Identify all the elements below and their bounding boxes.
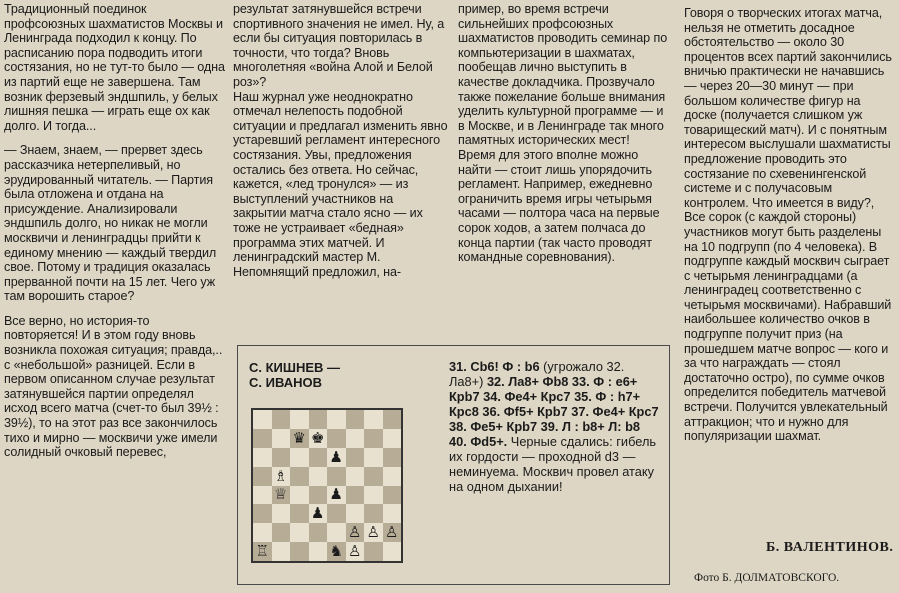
chess-piece-square: ♙ — [366, 523, 380, 542]
board-square — [290, 448, 309, 467]
board-square — [327, 410, 346, 429]
board-square — [383, 410, 402, 429]
board-square — [290, 467, 309, 486]
paragraph: результат затянувшейся встречи спортивного значения не имел. Ну, а если бы ситуация повторилась в точности, что тогда? Вновь многолетняя «война Алой и Белой роз»? — [233, 2, 445, 89]
board-square — [383, 429, 402, 448]
board-square — [309, 448, 328, 467]
paragraph: Наш журнал уже неоднократно отмечал нелепость подобной ситуации и предлагал изменить явно устаревший регламент интересного состязания. Увы, предложения остались без ответа. Но сейчас, кажется, «лед тронулся» — из выступлений участников на закрытии матча стало ясно — их тоже не устраивает «бедная» программа этих матчей. И ленинградский мастер М. Непомнящий предложил, на- — [233, 89, 448, 279]
board-square — [272, 410, 291, 429]
chess-piece-square: ♞ — [327, 542, 346, 561]
chess-diagram-box — [237, 345, 670, 585]
white-player: С. КИШНЕВ — — [249, 360, 341, 375]
board-square — [327, 429, 346, 448]
board-square — [383, 542, 402, 561]
board-square — [253, 429, 272, 448]
paragraph: пример, во время встречи сильнейших профсоюзных шахматистов проводить семинар по компьютеризации в шахматах, пообещав лично выступить в качестве докладчика. Прозвучало также пожелание больше внимания уделить культурной программе — и в Москве, и в Ленинграде так много памятных исторических мест! Время для этого вполне можно найти — стоит лишь упорядочить регламент. Например, ежедневно ограничить время игры четырьмя часами — полтора часа на первые сорок ходов, а затем полчаса до конца партии (так часто проводят командные соревнования). — [458, 2, 668, 265]
board-square — [327, 504, 346, 523]
chess-piece-square: ♙ — [383, 523, 402, 542]
board-square — [383, 504, 402, 523]
board-square — [364, 542, 383, 561]
board-square — [346, 504, 365, 523]
board-square — [253, 410, 272, 429]
paragraph: Говоря о творческих итогах матча, нельзя не отметить досадное обстоятельство — около 30 процентов всех партий закончились вничью практически не начавшись — через 20—30 минут — при большом количестве фигур на доске (получается слишком уж товарищеский матч). И с понятным интересом выслушали шахматисты предложение проводить это состязание по схевенингенской системе и с получасовым контролем. Что имеется в виду?, Все сорок (с каждой стороны) участников могут быть разделены на 10 подгрупп (по 4 человека). В подгруппе каждый москвич сыграет с четырьмя ленинградцами (а ленинградец соответственно с четырьмя москвичами). Набравший наибольшее количество очков в подгруппе получит приз (на прошедшем матче вопрос — кого и за что награждать — стоял достаточно остро), по сумме очков определится победитель матчевой встречи. Получится увлекательный аттракцион; что и нужно для популяризации шахмат. — [684, 6, 892, 444]
paragraph: — Знаем, знаем, — прервет здесь рассказчика нетерпеливый, но эрудированный читатель. — Партия была отложена и отдана на присуждение. Анализировали эндшпиль долго, но никак не могли москвичи и ленинградцы прийти к единому мнению — каждый твердил свое. Потому и традиция оказалась прерванной почти на 15 лет. Чего уж там ворошить старое? — [4, 143, 217, 304]
chess-piece-square: ♙ — [346, 523, 365, 542]
chess-piece-square: ♛ — [290, 429, 309, 448]
game-moves: 31. Cb6! Ф : b6 (угрожало 32. Лa8+) 32. Лa8+ Фb8 33. Ф : e6+ Крb7 34. Фe4+ Крc7 35. Ф : h7+ Крc8 36. Фf5+ Крb7 37. Фe4+ Крc7 38. Фe5+ Крb7 39. Л : b8+ Л: b8 40. Фd5+. Черные сдались: гибель их гордости — проходной d3 — неминуема. Москвич провел атаку на одном дыхании! — [449, 359, 659, 494]
board-square — [253, 467, 272, 486]
board-square — [253, 448, 272, 467]
board-square — [327, 523, 346, 542]
chess-piece-square: ♚ — [311, 428, 325, 447]
paragraph: Все верно, но история-то повторяется! И в этом году вновь возникла похожая ситуация; правда,.. с «небольшой» разницей. Если в первом описанном случае результат затянувшейся партии определял исход всего матча (счет-то был 39½ : 39½), то на этот раз все закончилось тихо и мирно — москвичи уже имели солидный очковый перевес, — [4, 313, 223, 460]
chess-piece-square: ♗ — [274, 466, 288, 485]
board-square — [364, 504, 383, 523]
board-square — [346, 429, 365, 448]
board-square — [346, 448, 365, 467]
article-column-2 — [233, 2, 448, 289]
photo-credit: Фото Б. ДОЛМАТОВСКОГО. — [694, 572, 840, 584]
board-square — [364, 410, 383, 429]
board-square — [346, 486, 365, 505]
paragraph: Традиционный поединок профсоюзных шахматистов Москвы и Ленинграда подходил к концу. По расписанию пора подводить итоги состязания, но не тут-то было — одна из партий еще не завершена. Там возник ферзевый эндшпиль, у белых лишняя пешка — играть еще ох как долго. И тогда... — [4, 2, 225, 133]
game-players — [249, 360, 340, 390]
author-signature: Б. ВАЛЕНТИНОВ. — [766, 540, 894, 555]
board-square — [290, 504, 309, 523]
article-column-1 — [4, 2, 226, 470]
board-square — [253, 504, 272, 523]
board-square — [253, 486, 272, 505]
board-square — [290, 542, 309, 561]
chess-piece-square: ♙ — [348, 542, 362, 561]
board-square — [309, 467, 328, 486]
board-square — [364, 448, 383, 467]
board-square — [272, 504, 291, 523]
article-column-3 — [458, 2, 670, 275]
chess-piece-square: ♕ — [272, 486, 291, 505]
board-square — [364, 467, 383, 486]
black-player: С. ИВАНОВ — [249, 375, 322, 390]
board-square — [364, 429, 383, 448]
board-square — [272, 429, 291, 448]
board-square — [383, 448, 402, 467]
board-square — [383, 467, 402, 486]
board-square — [253, 523, 272, 542]
board-square — [309, 523, 328, 542]
chess-piece-square: ♟ — [329, 485, 343, 504]
board-square — [309, 410, 328, 429]
board-square — [383, 486, 402, 505]
board-square — [290, 486, 309, 505]
board-square — [364, 486, 383, 505]
board-square — [309, 542, 328, 561]
article-column-4 — [684, 6, 896, 454]
chess-piece-square: ♟ — [311, 504, 325, 523]
board-square — [290, 523, 309, 542]
board-square — [272, 542, 291, 561]
board-square — [272, 448, 291, 467]
board-square — [327, 467, 346, 486]
board-square — [309, 486, 328, 505]
board-square — [346, 467, 365, 486]
board-square — [272, 523, 291, 542]
board-square — [290, 410, 309, 429]
chess-piece-square: ♟ — [329, 447, 343, 466]
chess-piece-square: ♖ — [253, 542, 272, 561]
board-square — [346, 410, 365, 429]
chess-board — [251, 408, 403, 563]
